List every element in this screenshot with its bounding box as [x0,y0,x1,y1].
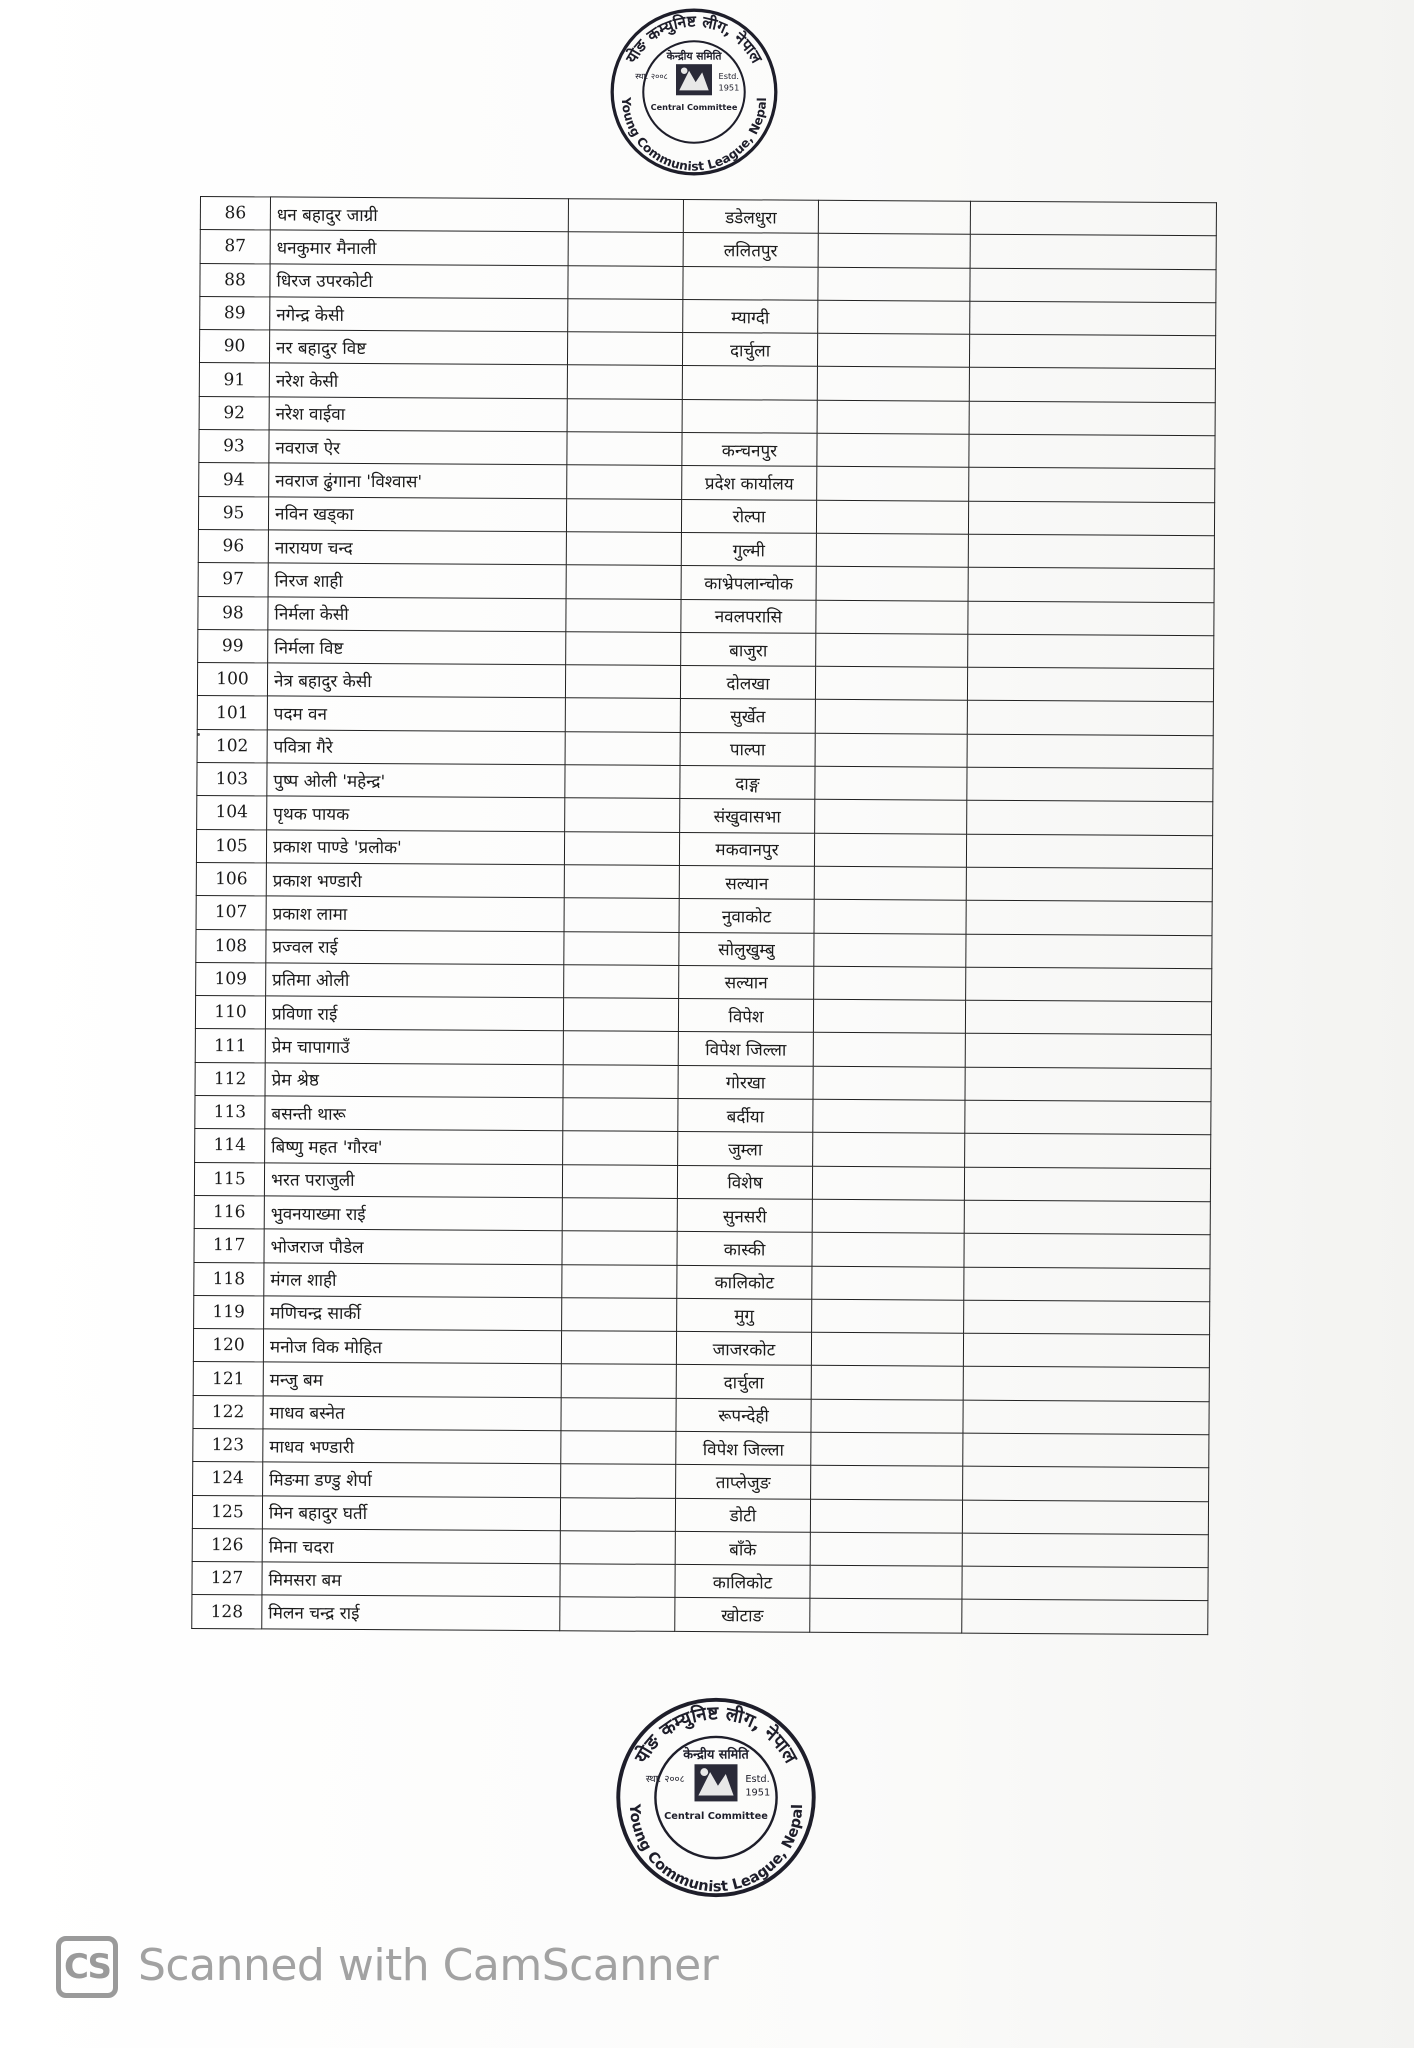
member-name: बिष्णु महत 'गौरव' [265,1129,563,1164]
blank-cell [817,333,969,367]
blank-cell [965,1034,1211,1069]
blank-cell [561,1397,676,1431]
blank-cell [561,1364,676,1398]
blank-cell [563,1098,678,1132]
district-cell: दाङ्ग [680,765,815,799]
blank-cell [560,1597,675,1631]
blank-cell [565,698,680,732]
district-cell: सोलुखुम्बु [679,932,814,966]
row-number: 108 [196,929,266,963]
member-name: नगेन्द्र केसी [270,297,568,332]
district-cell: डडेलधुरा [683,199,818,233]
member-name: निरज शाही [268,563,566,598]
district-cell: रूपन्देही [676,1398,811,1432]
blank-cell [563,1031,678,1065]
member-name: नर बहादुर विष्ट [269,330,567,365]
blank-cell [813,999,965,1033]
member-name: पवित्रा गैरे [267,730,565,765]
blank-cell [967,767,1213,802]
member-name: मन्जु बम [263,1362,561,1397]
district-cell: जाजरकोट [676,1332,811,1366]
member-name: नारायण चन्द [268,530,566,565]
blank-cell [814,899,966,933]
seal-top-nepali-ring: योङ कम्युनिष्ट लीग, नेपाल [622,12,766,67]
seal-bottom [607,1690,825,1905]
blank-cell [967,667,1213,702]
row-number: 121 [193,1362,263,1396]
member-name: मिमसरा बम [262,1562,560,1597]
member-name: मनोज विक मोहित [263,1329,561,1364]
row-number: 124 [193,1462,263,1496]
table-row [192,1595,1208,1635]
row-number: 90 [199,330,269,364]
blank-cell [565,765,680,799]
blank-cell [814,966,966,1000]
blank-cell [964,1233,1210,1268]
blank-cell [563,998,678,1032]
blank-cell [567,365,682,399]
blank-cell [964,1267,1210,1302]
blank-cell [969,368,1215,403]
blank-cell [560,1531,675,1565]
member-name: मंगल शाही [264,1262,562,1297]
district-cell: सल्यान [679,865,814,899]
blank-cell [567,332,682,366]
district-cell: कास्की [677,1232,812,1266]
blank-cell [811,1466,963,1500]
seal-bottom-estd: Estd. [745,1773,770,1785]
member-name: मिना चदरा [262,1529,560,1564]
row-number: 102 [197,729,267,763]
district-cell: दोलखा [680,666,815,700]
blank-cell [810,1499,962,1533]
blank-cell [561,1464,676,1498]
blank-cell [813,1133,965,1167]
row-number: 116 [194,1195,264,1229]
blank-cell [568,199,683,233]
blank-cell [818,267,970,301]
row-number: 117 [194,1229,264,1263]
district-cell: प्रदेश कार्यालय [682,466,817,500]
blank-cell [970,201,1216,236]
blank-cell [967,734,1213,769]
blank-cell [811,1366,963,1400]
district-cell: म्याग्दी [683,299,818,333]
seal-bottom-est-np: स्था. २००८ [645,1773,685,1785]
blank-cell [963,1367,1209,1402]
blank-cell [810,1565,962,1599]
member-name: पदम वन [267,696,565,731]
member-name: नवराज ढुंगाना 'विश्वास' [269,463,567,498]
blank-cell [970,301,1216,336]
district-cell: खोटाङ [675,1598,810,1632]
blank-cell [568,299,683,333]
member-name: भरत पराजुली [264,1163,562,1198]
blank-cell [966,934,1212,969]
row-number: 110 [195,996,265,1030]
row-number: 98 [198,596,268,630]
blank-cell [812,1199,964,1233]
blank-cell [817,400,969,434]
blank-cell [968,501,1214,536]
district-cell [682,366,817,400]
row-number: 104 [197,796,267,830]
blank-cell [816,633,968,667]
blank-cell [817,367,969,401]
district-cell: सुनसरी [677,1198,812,1232]
blank-cell [562,1264,677,1298]
blank-cell [565,798,680,832]
blank-cell [812,1266,964,1300]
district-cell: सुर्खेत [680,699,815,733]
blank-cell [811,1399,963,1433]
row-number: 119 [194,1295,264,1329]
blank-cell [968,634,1214,669]
row-number: 111 [195,1029,265,1063]
member-name: नविन खड्का [268,497,566,532]
row-number: 107 [196,896,266,930]
blank-cell [967,801,1213,836]
seal-top-est-np: स्था. २००८ [635,70,668,81]
blank-cell [567,465,682,499]
blank-cell [813,1066,965,1100]
roster-body [192,197,1217,1635]
seal-top-central: केन्द्रीय समिति [666,49,722,63]
member-name: निर्मला केसी [268,596,566,631]
member-name: पुष्प ओली 'महेन्द्र' [267,763,565,798]
blank-cell [965,1134,1211,1169]
seal-bottom-nepali-ring: योङ कम्युनिष्ट लीग, नेपाल [631,1703,801,1767]
seal-top-english-ring: Young Communist League, Nepal [618,96,770,174]
blank-cell [963,1433,1209,1468]
blank-cell [564,898,679,932]
row-number: 106 [196,862,266,896]
member-name: प्रकाश भण्डारी [266,863,564,898]
row-number: 101 [197,696,267,730]
district-cell: विपेश जिल्ला [678,1032,813,1066]
blank-cell [969,401,1215,436]
blank-cell [812,1166,964,1200]
row-number: 127 [192,1562,262,1596]
member-name: भोजराज पौडेल [264,1229,562,1264]
blank-cell [810,1532,962,1566]
blank-cell [816,600,968,634]
blank-cell [567,432,682,466]
district-cell: विपेश जिल्ला [676,1431,811,1465]
row-number: 122 [193,1395,263,1429]
blank-cell [964,1200,1210,1235]
district-cell: कन्चनपुर [682,433,817,467]
member-name: मिलन चन्द्र राई [262,1595,560,1630]
blank-cell [566,532,681,566]
blank-cell [563,1131,678,1165]
blank-cell [818,200,970,234]
district-cell: नुवाकोट [679,899,814,933]
seal-bottom-year: 1951 [745,1787,771,1799]
district-cell: कालिकोट [675,1565,810,1599]
blank-cell [564,965,679,999]
camscanner-logo: CS [56,1936,118,1998]
row-number: 94 [199,463,269,497]
seal-bottom-central-committee: Central Committee [664,1811,768,1822]
member-name: प्रकाश पाण्डे 'प्रलोक' [266,830,564,865]
seal-top-year: 1951 [718,82,740,93]
member-name: मिन बहादुर घर्ती [262,1495,560,1530]
camscanner-watermark: Scanned with CamScanner [138,1940,719,1991]
row-number: 105 [196,829,266,863]
blank-cell [962,1533,1208,1568]
member-name: धिरज उपरकोटी [270,264,568,299]
blank-cell [818,300,970,334]
blank-cell [969,468,1215,503]
blank-cell [964,1167,1210,1202]
blank-cell [566,565,681,599]
blank-cell [970,268,1216,303]
blank-cell [817,433,969,467]
district-cell: बाजुरा [681,632,816,666]
blank-cell [566,598,681,632]
row-number: 91 [199,363,269,397]
district-cell: काभ्रेपलान्चोक [681,566,816,600]
member-name: प्रविणा राई [265,996,563,1031]
blank-cell [965,1067,1211,1102]
blank-cell [568,265,683,299]
row-number: 112 [195,1062,265,1096]
blank-cell [811,1332,963,1366]
blank-cell [963,1400,1209,1435]
blank-cell [814,866,966,900]
row-number: 128 [192,1595,262,1629]
district-cell: नवलपरासि [681,599,816,633]
district-cell: विपेश [678,999,813,1033]
blank-cell [811,1432,963,1466]
blank-cell [564,865,679,899]
blank-cell [816,500,968,534]
member-name: निर्मला विष्ट [268,630,566,665]
row-number: 100 [197,663,267,697]
district-cell: बर्दीया [678,1098,813,1132]
district-cell [683,266,818,300]
district-cell: ललितपुर [683,233,818,267]
blank-cell [565,731,680,765]
blank-cell [566,632,681,666]
seal-top-estd: Estd. [718,70,739,81]
blank-cell [966,967,1212,1002]
member-name: बसन्ती थारू [265,1096,563,1131]
row-number: 96 [198,529,268,563]
blank-cell [963,1466,1209,1501]
blank-cell [812,1299,964,1333]
row-number: 103 [197,763,267,797]
blank-cell [969,434,1215,469]
blank-cell [965,1100,1211,1135]
blank-cell [962,1600,1208,1635]
row-number: 115 [194,1162,264,1196]
member-name: भुवनयाख्मा राई [264,1196,562,1231]
blank-cell [568,232,683,266]
member-name: धनकुमार मैनाली [270,230,568,265]
blank-cell [564,831,679,865]
blank-cell [565,665,680,699]
member-name: प्रज्वल राई [266,929,564,964]
member-name: माधव भण्डारी [263,1429,561,1464]
blank-cell [962,1500,1208,1535]
row-number: 89 [200,296,270,330]
row-number: 109 [196,962,266,996]
blank-cell [562,1231,677,1265]
blank-cell [966,867,1212,902]
seal-bottom-central: केन्द्रीय समिति [683,1746,749,1762]
row-number: 97 [198,563,268,597]
blank-cell [966,900,1212,935]
district-cell: कालिकोट [677,1265,812,1299]
district-cell: पाल्पा [680,732,815,766]
member-name: मिङमा डण्डु शेर्पा [263,1462,561,1497]
row-number: 120 [193,1329,263,1363]
district-cell: जुम्ला [678,1132,813,1166]
member-name: पृथक पायक [267,796,565,831]
district-cell: दार्चुला [682,333,817,367]
blank-cell [567,399,682,433]
district-cell: मकवानपुर [679,832,814,866]
blank-cell [814,833,966,867]
blank-cell [812,1232,964,1266]
blank-cell [813,1099,965,1133]
district-cell: ताप्लेजुङ [676,1465,811,1499]
row-number: 114 [195,1129,265,1163]
blank-cell [560,1564,675,1598]
member-name: माधव बस्नेत [263,1396,561,1431]
member-name: नरेश वाईवा [269,397,567,432]
district-cell: गोरखा [678,1065,813,1099]
blank-cell [562,1298,677,1332]
blank-cell [816,533,968,567]
row-number: 95 [198,496,268,530]
blank-cell [815,733,967,767]
row-number: 123 [193,1428,263,1462]
blank-cell [817,467,969,501]
row-number: 88 [200,263,270,297]
blank-cell [814,933,966,967]
blank-cell [561,1431,676,1465]
blank-cell [815,666,967,700]
blank-cell [970,235,1216,270]
blank-cell [563,1064,678,1098]
member-name: प्रेम चापागाउँ [265,1029,563,1064]
member-roster-table [191,196,1217,1635]
row-number: 86 [200,197,270,231]
blank-cell [818,234,970,268]
blank-cell [566,498,681,532]
blank-cell [968,534,1214,569]
district-cell: संखुवासभा [680,799,815,833]
row-number: 99 [198,629,268,663]
seal-bottom-english-ring: Young Communist League, Nepal [625,1803,807,1896]
district-cell: मुगु [677,1298,812,1332]
member-name: प्रतिमा ओली [266,963,564,998]
blank-cell [815,766,967,800]
blank-cell [962,1566,1208,1601]
row-number: 87 [200,230,270,264]
blank-cell [968,601,1214,636]
blank-cell [969,334,1215,369]
blank-cell [813,1033,965,1067]
blank-cell [968,567,1214,602]
row-number: 93 [199,430,269,464]
seal-top-central-committee: Central Committee [650,102,738,112]
blank-cell [965,1000,1211,1035]
member-name: नरेश केसी [269,363,567,398]
blank-cell [967,701,1213,736]
blank-cell [815,700,967,734]
blank-cell [564,931,679,965]
row-number: 113 [195,1096,265,1130]
blank-cell [816,567,968,601]
seal-top [585,2,803,182]
blank-cell [810,1599,962,1633]
district-cell: बाँके [675,1531,810,1565]
member-name: प्रकाश लामा [266,896,564,931]
blank-cell [562,1164,677,1198]
blank-cell [562,1198,677,1232]
row-number: 118 [194,1262,264,1296]
district-cell [682,399,817,433]
blank-cell [963,1333,1209,1368]
blank-cell [815,800,967,834]
district-cell: दार्चुला [676,1365,811,1399]
district-cell: विशेष [677,1165,812,1199]
row-number: 92 [199,396,269,430]
member-name: नवराज ऐर [269,430,567,465]
member-name: नेत्र बहादुर केसी [267,663,565,698]
member-name: प्रेम श्रेष्ठ [265,1063,563,1098]
blank-cell [964,1300,1210,1335]
district-cell: सल्यान [679,965,814,999]
member-name: मणिचन्द्र सार्की [264,1296,562,1331]
district-cell: गुल्मी [681,532,816,566]
district-cell: रोल्पा [681,499,816,533]
member-name: धन बहादुर जाग्री [270,197,568,232]
row-number: 126 [192,1528,262,1562]
blank-cell [560,1497,675,1531]
blank-cell [561,1331,676,1365]
blank-cell [966,834,1212,869]
district-cell: डोटी [675,1498,810,1532]
row-number: 125 [192,1495,262,1529]
